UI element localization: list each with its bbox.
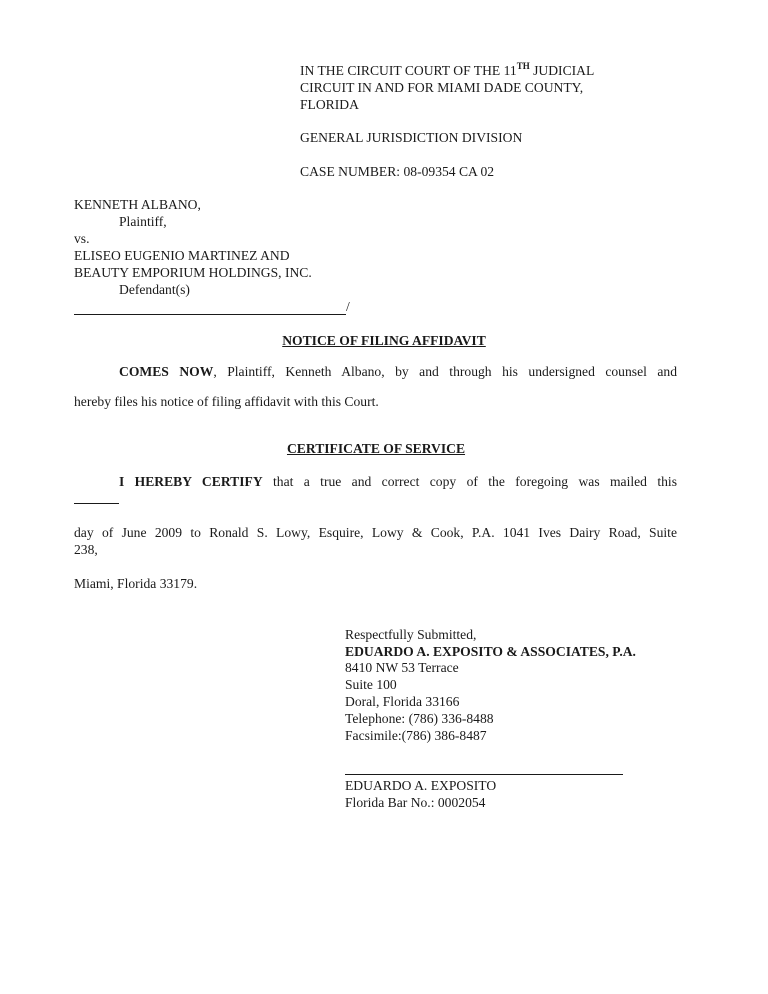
telephone: Telephone: (786) 336-8488 <box>345 711 494 726</box>
court-heading-line1 <box>300 62 594 79</box>
address-line2: Suite 100 <box>345 677 397 692</box>
plaintiff-role: Plaintiff, <box>119 214 167 229</box>
bar-number: Florida Bar No.: 0002054 <box>345 795 486 810</box>
firm-name: EDUARDO A. EXPOSITO & ASSOCIATES, P.A. <box>345 644 636 659</box>
defendant-line1: ELISEO EUGENIO MARTINEZ AND <box>74 248 290 263</box>
notice-line1-text: , Plaintiff, Kenneth Albano, by and through his undersigned counsel and <box>213 364 677 379</box>
signature-line <box>345 774 623 775</box>
certificate-line3: 238, <box>74 542 98 557</box>
certificate-title: CERTIFICATE OF SERVICE <box>286 441 466 456</box>
versus: vs. <box>74 231 90 246</box>
court-heading-text: IN THE CIRCUIT COURT OF THE 11 <box>300 63 517 78</box>
address-line1: 8410 NW 53 Terrace <box>345 660 459 675</box>
certificate-line1 <box>119 473 677 490</box>
certificate-lead: I HEREBY CERTIFY <box>119 474 263 489</box>
date-blank-line <box>74 503 119 504</box>
certificate-line1-text: that a true and correct copy of the foregoing was mailed this <box>262 474 677 489</box>
defendant-role: Defendant(s) <box>119 282 190 297</box>
certificate-line4: Miami, Florida 33179. <box>74 576 198 591</box>
notice-lead: COMES NOW <box>119 364 214 379</box>
court-heading-text-end: JUDICIAL <box>529 63 595 78</box>
notice-paragraph-line2: hereby files his notice of filing affidavit with this Court. <box>74 394 379 409</box>
signer-name: EDUARDO A. EXPOSITO <box>345 778 497 793</box>
court-heading-line2: CIRCUIT IN AND FOR MIAMI DADE COUNTY, <box>300 80 584 95</box>
address-city: Doral, Florida 33166 <box>345 694 460 709</box>
court-heading-line3: FLORIDA <box>300 97 359 112</box>
caption-rule-end: / <box>346 299 350 314</box>
notice-title: NOTICE OF FILING AFFIDAVIT <box>282 333 486 348</box>
plaintiff-name: KENNETH ALBANO, <box>74 197 201 212</box>
closing: Respectfully Submitted, <box>345 627 477 642</box>
certificate-line2: day of June 2009 to Ronald S. Lowy, Esquire, Lowy & Cook, P.A. 1041 Ives Dairy Road, Suite <box>74 525 677 540</box>
facsimile: Facsimile:(786) 386-8487 <box>345 728 487 743</box>
notice-paragraph-line1 <box>119 363 677 380</box>
caption-rule <box>74 314 346 315</box>
division-label: GENERAL JURISDICTION DIVISION <box>300 130 523 145</box>
ordinal-suffix: TH <box>516 61 530 71</box>
defendant-line2: BEAUTY EMPORIUM HOLDINGS, INC. <box>74 265 312 280</box>
case-number: CASE NUMBER: 08-09354 CA 02 <box>300 164 495 179</box>
